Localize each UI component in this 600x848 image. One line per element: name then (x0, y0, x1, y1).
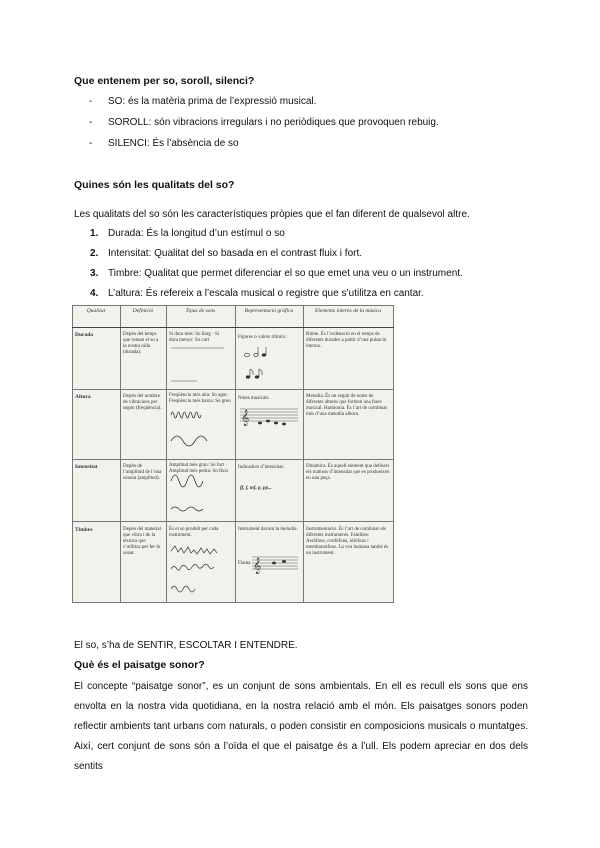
table-cell-graphic: Instrument davant la melodia. (238, 527, 298, 532)
heading-so-soroll-silenci: Que entenem per so, soroll, silenci? (74, 75, 255, 87)
table-cell-quality: Timbre (75, 527, 93, 533)
table-cell-quality: Altura (75, 394, 91, 400)
list-number: 3. (90, 268, 99, 279)
quality-timbre: Timbre: Qualitat que permet diferenciar el so que emet una veu o un instrument. (108, 268, 463, 279)
table-cell-types: Si dura més: So llarg · Si dura menys: So curt (169, 332, 220, 343)
sentir-escoltar-line: El so, s’ha de SENTIR, ESCOLTAR I ENTENDRE. (74, 640, 298, 651)
timbre-waves-graphic (169, 541, 233, 599)
table-cell-definition: Depèn de l’amplitud de l’ona sonora (amplitud). (123, 464, 162, 481)
list-number: 1. (90, 228, 99, 239)
table-cell-definition: Depèn del material que vibra i de la tècnica que s’utilitza per fer-lo sonar. (123, 527, 162, 556)
duration-lines-graphic (169, 345, 229, 385)
rhythm-notes-icon (242, 345, 292, 385)
sound-qualities-table (72, 305, 394, 603)
bullet-dash: - (89, 138, 93, 149)
table-header-definicio: Definició (132, 308, 154, 314)
table-cell-definition: Depèn del nombre de vibracions per segon (freqüència). (123, 394, 162, 411)
paisatge-sonor-paragraph: El concepte “paisatge sonor”, es un conjunt de sons ambientals. En ell es recull els sons que ens envolta en la nostra vida quotidiana, en la nostra relació amb el món. Els paisatges sonors poden reflectir ambients tant urbans com naturals, o poden consistir en composicions musicals o muntatges. Així, cert conjunt de sons són a l’oïda el que el paisatge és a l’ull. Els podem apreciar en dos dels sentits (74, 681, 528, 772)
table-cell-elements: Dinàmica. És aquell element que defineix els matisos d’intensitat que es produeixen en una peça. (306, 464, 390, 481)
bullet-soroll: SOROLL: són vibracions irregulars i no periòdiques que provoquen rebuig. (108, 117, 439, 128)
quality-altura: L’altura: És refereix a l’escala musical o registre que s’utilitza en cantar. (108, 288, 424, 299)
list-number: 4. (90, 288, 99, 299)
bullet-so: SO: és la matèria prima de l’expressió musical. (108, 96, 317, 107)
bullet-silenci: SILENCI: És l’absència de so (108, 138, 239, 149)
bullet-dash: - (89, 96, 93, 107)
dynamics-markings: ff, f, mf, p, pp... (240, 486, 272, 491)
table-cell-elements: Instrumentació. És l’art de combinar els diferents instruments. Famílies: Aeròfons, cordòfons, idiòfons i membranòfons. La veu humana també és un instrument. (306, 527, 389, 556)
table-cell-definition: Depèn del temps que roman el so a la nostra oïda (durada). (123, 332, 159, 355)
table-cell-graphic: Indicadors d’intensitat. (238, 465, 285, 470)
intro-text: Les qualitats del so són les característiques pròpies que el fan diferent de qualsevol altre. (74, 209, 470, 220)
table-cell-types: Freqüència més alta: So agut · Freqüència més baixa: So greu (169, 393, 231, 404)
list-number: 2. (90, 248, 99, 259)
table-header-tipus: Tipus de sons (185, 308, 216, 314)
table-cell-graphic: Figures o valors rítmics: (238, 335, 287, 340)
music-staff-icon (250, 553, 300, 575)
table-header-qualitat: Qualitat (86, 308, 106, 314)
frequency-waves-graphic (169, 405, 233, 453)
svg-text:𝄞: 𝄞 (253, 558, 262, 574)
music-staff-icon (238, 405, 300, 427)
heading-qualitats: Quines són les qualitats del so? (74, 179, 235, 191)
quality-durada: Durada: És la longitud d’un estímul o so (108, 228, 285, 239)
table-header-representacio: Representació gràfica (244, 308, 294, 314)
table-cell-elements: Ritme. És l’ordenació en el temps de diferents durades a partir d’una pulsació interna. (306, 332, 387, 349)
table-header-elements: Elements interns de la música (315, 308, 381, 314)
amplitude-waves-graphic (169, 471, 233, 519)
table-cell-quality: Durada (75, 332, 94, 338)
table-cell-quality: Intensitat (75, 464, 98, 470)
quality-intensitat: Intensitat: Qualitat del so basada en el contrast fluix i fort. (108, 248, 363, 259)
svg-text:𝄞: 𝄞 (241, 410, 250, 426)
table-cell-types: És el so produït per cada instrument. (169, 527, 219, 538)
bullet-dash: - (89, 117, 93, 128)
table-cell-graphic: Notes musicals. (238, 396, 270, 401)
instrument-label: Flauta (238, 561, 251, 566)
table-cell-types: Amplitud més gran: So fort · Amplitud més petita: So fluix (169, 463, 229, 474)
heading-paisatge-sonor: Què és el paisatge sonor? (74, 659, 205, 671)
table-cell-elements: Melodia. És un seguit de notes de diferents altures que formen una frase musical. Harmonia. És l’art de combinar més d’una melodia alhora. (306, 394, 388, 417)
